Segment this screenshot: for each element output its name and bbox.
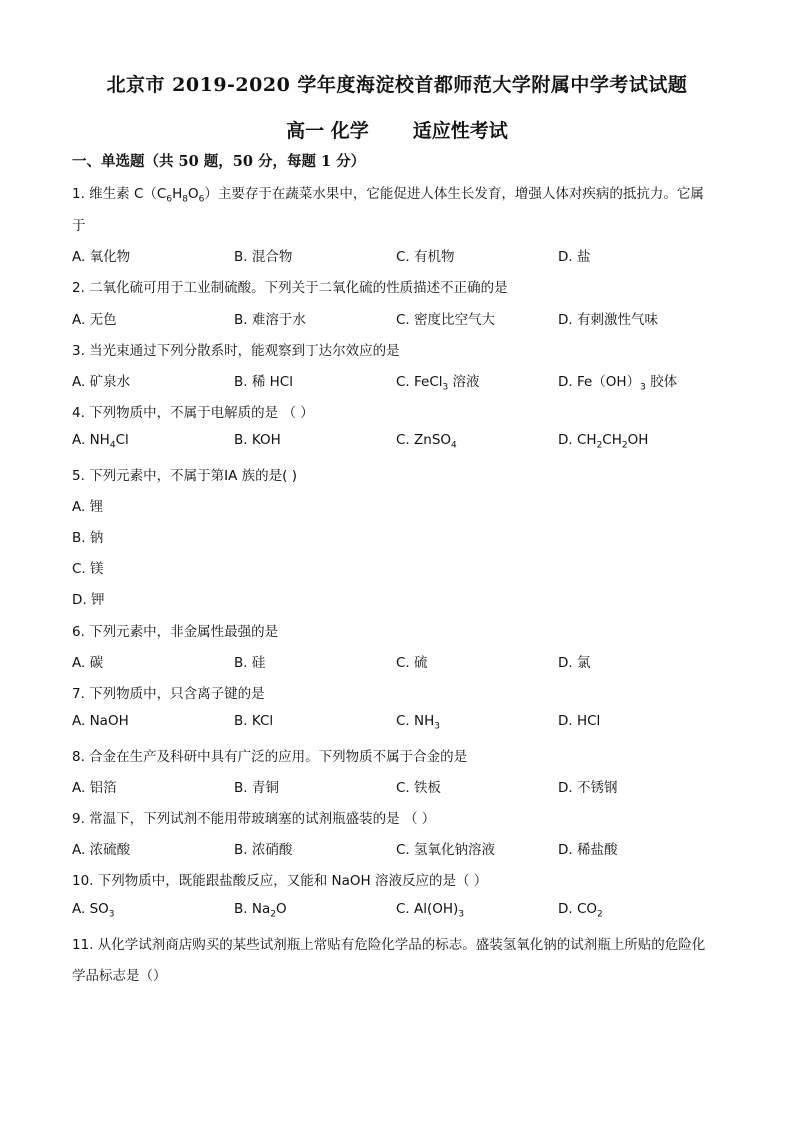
option-d[interactable]: D. $Fe(OH)_3$ 胶体 — [558, 374, 678, 393]
question-11-stem-continued: 学品标志是（） — [72, 968, 167, 984]
option-b[interactable]: B. 混合物 — [234, 249, 293, 265]
option-c[interactable]: C. 镁 — [72, 561, 104, 577]
option-b[interactable]: B. 浓硝酸 — [234, 842, 293, 858]
option-c[interactable]: C. $Al(OH)_3$ — [396, 901, 465, 920]
option-d[interactable]: D. 钾 — [72, 592, 105, 608]
option-a[interactable]: A. 铝箔 — [72, 780, 117, 796]
option-d[interactable]: D. 不锈钢 — [558, 780, 618, 796]
question-7-options — [72, 713, 732, 733]
question-8-options — [72, 776, 732, 796]
option-d[interactable]: D. $CH_2CH_2OH$ — [558, 432, 649, 451]
question-3-stem: 3. 当光束通过下列分散系时，能观察到丁达尔效应的是 — [72, 343, 400, 359]
option-b[interactable]: B. 青铜 — [234, 780, 279, 796]
option-c[interactable]: C. $NH_3$ — [396, 713, 440, 732]
option-a[interactable]: A. 矿泉水 — [72, 374, 131, 390]
question-7-stem: 7. 下列物质中，只含离子键的是 — [72, 686, 265, 702]
option-a[interactable]: A. 氧化物 — [72, 249, 131, 265]
exam-subtitle — [0, 116, 794, 143]
question-4-options — [72, 432, 732, 452]
option-b[interactable]: B. KCl — [234, 713, 274, 729]
option-a[interactable]: A. NaOH — [72, 713, 129, 729]
question-10-stem: 10. 下列物质中，既能跟盐酸反应，又能和 NaOH 溶液反应的是（ ） — [72, 873, 488, 889]
option-a[interactable]: A. 锂 — [72, 499, 104, 515]
option-a[interactable]: A. 无色 — [72, 312, 117, 328]
option-a[interactable]: A. 浓硫酸 — [72, 842, 131, 858]
option-d[interactable]: D. 稀盐酸 — [558, 842, 618, 858]
exam-type-label: 适应性考试 — [412, 120, 508, 142]
question-11-stem: 11. 从化学试剂商店购买的某些试剂瓶上常贴有危险化学品的标志。盛装氢氧化钠的试剂瓶上所贴的危险化 — [72, 937, 706, 953]
option-c[interactable]: C. 硫 — [396, 655, 428, 671]
question-4-stem: 4. 下列物质中，不属于电解质的是 （ ） — [72, 405, 314, 421]
option-d[interactable]: D. 有刺激性气味 — [558, 312, 658, 328]
option-c[interactable]: C. FeCl$_3$ 溶液 — [396, 374, 480, 393]
option-b[interactable]: B. 稀 HCl — [234, 374, 293, 390]
question-9-stem: 9. 常温下，下列试剂不能用带玻璃塞的试剂瓶盛装的是 （ ） — [72, 811, 436, 827]
option-a[interactable]: A. $NH_4Cl$ — [72, 432, 129, 451]
option-b[interactable]: B. 硅 — [234, 655, 266, 671]
option-c[interactable]: C. 密度比空气大 — [396, 312, 496, 328]
question-10-options — [72, 901, 732, 921]
question-1-stem: 1. 维生素 $C(C_6H_8O_6)$主要存于在蔬菜水果中，它能促进人体生长发育，增强人体对疾病的抵抗力。它属 — [72, 186, 704, 205]
question-2-stem: 2. 二氧化硫可用于工业制硫酸。下列关于二氧化硫的性质描述不正确的是 — [72, 280, 508, 296]
question-5-stem: 5. 下列元素中，不属于第ⅠA 族的是( ) — [72, 468, 298, 484]
question-8-stem: 8. 合金在生产及科研中具有广泛的应用。下列物质不属于合金的是 — [72, 749, 468, 765]
option-d[interactable]: D. $CO_2$ — [558, 901, 603, 920]
option-c[interactable]: C. 氢氧化钠溶液 — [396, 842, 496, 858]
option-d[interactable]: D. 盐 — [558, 249, 591, 265]
subject-label: 高一 化学 — [286, 120, 369, 142]
option-d[interactable]: D. HCl — [558, 713, 601, 729]
question-1-options — [72, 245, 732, 265]
question-9-options — [72, 838, 732, 858]
option-b[interactable]: B. $Na_2O$ — [234, 901, 287, 920]
question-6-options — [72, 651, 732, 671]
option-d[interactable]: D. 氯 — [558, 655, 591, 671]
option-c[interactable]: C. ZnSO$_4$ — [396, 432, 457, 451]
option-b[interactable]: B. 难溶于水 — [234, 312, 306, 328]
question-6-stem: 6. 下列元素中，非金属性最强的是 — [72, 624, 279, 640]
option-b[interactable]: B. KOH — [234, 432, 281, 448]
question-1-stem-continued: 于 — [72, 218, 86, 234]
option-c[interactable]: C. 铁板 — [396, 780, 442, 796]
exam-title: 北京市 2019-2020 学年度海淀校首都师范大学附属中学考试试题 — [106, 74, 688, 96]
section-heading: 一、单选题（共 50 题，50 分，每题 1 分） — [72, 153, 366, 170]
question-2-options — [72, 308, 732, 328]
question-3-options — [72, 370, 732, 393]
option-b[interactable]: B. 钠 — [72, 530, 104, 546]
option-c[interactable]: C. 有机物 — [396, 249, 455, 265]
option-a[interactable]: A. $SO_3$ — [72, 901, 115, 920]
option-a[interactable]: A. 碳 — [72, 655, 104, 671]
